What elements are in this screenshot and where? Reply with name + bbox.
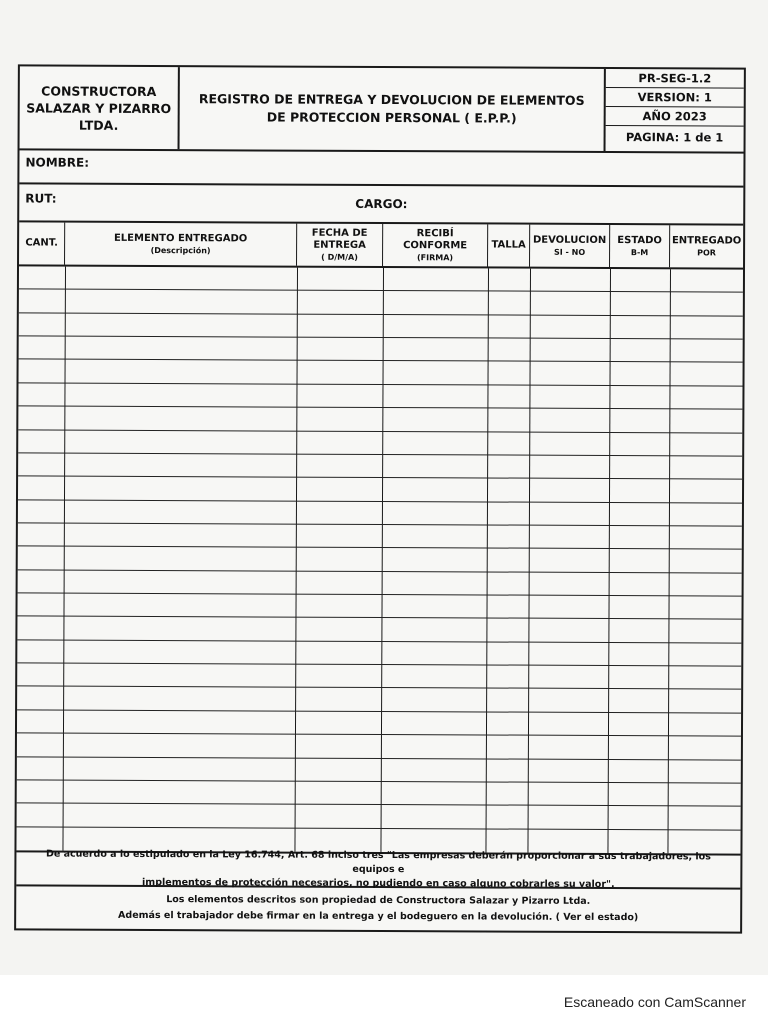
table-row [18,570,742,597]
table-row [17,593,741,620]
cargo-label: CARGO: [355,196,408,212]
table-row [17,687,741,714]
table-row [18,500,742,527]
epp-form [14,64,746,933]
table-row [18,453,742,480]
col-fecha-sub: ( D/M/A) [321,252,358,262]
table-row [17,640,741,667]
col-estado [610,225,670,267]
table-row [19,266,743,293]
nombre-row [19,148,743,187]
col-entregado-sub: POR [697,247,717,257]
rut-label: RUT: [25,191,57,206]
table-row [17,780,741,807]
form-title: REGISTRO DE ENTREGA Y DEVOLUCION DE ELEMENTOS DE PROTECCION PERSONAL ( E.P.P.) [180,67,606,151]
table-row [19,313,743,340]
table-row [17,757,741,784]
col-talla [488,224,530,266]
col-cant [19,222,65,264]
table-row [18,430,742,457]
col-fecha-label: FECHA DE ENTREGA [311,227,368,251]
col-entregado [670,225,743,267]
table-row [17,664,741,691]
table-row [18,407,742,434]
col-estado-label: ESTADO [617,234,662,246]
table-row [17,617,741,644]
col-elemento-sub: (Descripción) [150,245,211,255]
col-estado-sub: B-M [630,247,649,257]
col-devolucion-label: DEVOLUCION [532,234,607,246]
table-row [19,337,743,364]
note-line-1: Los elementos descritos son propiedad de Constructora Salazar y Pizarro Ltda. [166,894,591,907]
company-name [20,66,180,149]
table-header [19,222,743,269]
table-row [19,360,743,387]
legal-line-2: implementos de protección necesarios, no pudiendo en caso alguno cobrarles su valor". [142,876,615,891]
table-row [18,547,742,574]
document-code: PR-SEG-1.2 [606,69,744,89]
company-line-3: LTDA. [78,117,119,133]
table-row [18,477,742,504]
col-cant-label: CANT. [25,237,58,249]
table-row [17,804,741,831]
col-fecha [297,224,383,266]
company-line-1: CONSTRUCTORA [41,83,157,99]
note-line-2: Además el trabajador debe firmar en la entrega y el bodeguero en la devolución. ( Ver el estado) [118,909,639,924]
document-year: AÑO 2023 [606,107,744,127]
col-elemento [65,223,297,266]
table-row [17,710,741,737]
col-devolucion [530,225,610,267]
ownership-note [16,886,740,931]
table-row [18,523,742,550]
document-version: VERSION: 1 [606,88,744,108]
table-body [16,266,743,853]
col-entregado-label: ENTREGADO [671,234,742,247]
document-page: PAGINA: 1 de 1 [625,130,724,145]
col-elemento-label: ELEMENTO ENTREGADO [113,232,248,244]
legal-line-1: De acuerdo a lo estipulado en la Ley 16.744, Art. 68 inciso tres "Las empresas deberán proporcionar a sus trabajadores, los equipos e [45,848,711,876]
rut-cargo-row [19,184,743,225]
col-talla-label: TALLA [491,239,526,251]
table-row [18,383,742,410]
form-header [20,66,744,153]
col-devolucion-sub: SI - NO [553,247,586,257]
col-recibi-label: RECIBÍ CONFORME [403,227,468,251]
table-row [19,290,743,317]
document-codes [606,69,744,152]
company-line-2: SALAZAR Y PIZARRO [26,99,172,116]
camscanner-watermark: Escaneado con CamScanner [563,994,746,1010]
nombre-label: NOMBRE: [25,155,90,170]
col-recibi-sub: (FIRMA) [416,252,454,262]
legal-notice [16,850,740,889]
table-row [17,734,741,761]
col-recibi [383,224,488,266]
